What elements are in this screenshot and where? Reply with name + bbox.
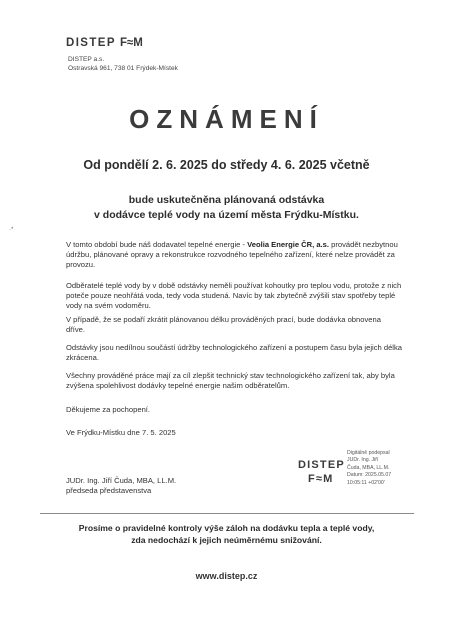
- notice-headline: [0, 193, 453, 223]
- paragraph-2: Odběratelé teplé vody by v době odstávky neměli používat kohoutky pro teplou vodu, protože z nich poteče pouze neohřátá voda, tedy voda studená. Navíc by tak zbytečně zvýšili stav spotřeby teplé vody na svém vodoměru.: [66, 281, 402, 310]
- stamp-logo-text: DISTEP: [298, 459, 345, 471]
- signatory-role: předseda představenstva: [66, 486, 152, 495]
- divider: [40, 513, 414, 514]
- website-link[interactable]: www.distep.cz: [195, 571, 258, 581]
- logo-text: DISTEP: [66, 37, 116, 49]
- paragraph-5: Všechny prováděné práce mají za cíl zlepšit technický stav technologického zařízení tak, aby byla zvýšena spolehlivost dodávky tepelné energie našim odběratelům.: [66, 371, 395, 390]
- paragraph-3: V případě, že se podaří zkrátit plánovanou délku prováděných prací, bude dodávka obnovena dříve.: [66, 315, 381, 334]
- company-name: DISTEP a.s.: [68, 56, 105, 63]
- logo-mark: F≈M: [119, 37, 143, 49]
- company-address: Ostravská 961, 738 01 Frýdek-Místek: [68, 65, 178, 72]
- digital-signature: Digitálně podepsal JUDr. Ing. Jiří Čuda, MBA, LL.M. Datum: 2025.05.07 10:05:11 +02'00': [347, 450, 392, 486]
- company-logo: [66, 37, 143, 49]
- headline-line-2: v dodávce teplé vody na území města Frýdku-Místku.: [94, 209, 359, 221]
- signatory: [66, 476, 176, 496]
- signatory-name: JUDr. Ing. Jiří Čuda, MBA, LL.M.: [66, 476, 177, 485]
- footer-note: Prosíme o pravidelné kontroly výše záloh na dodávku tepla a teplé vody, zda nedochází k jejich neúměrnému snižování.: [78, 523, 375, 545]
- headline-line-1: bude uskutečněna plánovaná odstávka: [128, 194, 325, 206]
- stamp-logo: [298, 458, 345, 486]
- stamp-logo-mark: F≈M: [308, 473, 334, 485]
- paragraph-6: Děkujeme za pochopení.: [66, 405, 151, 414]
- margin-mark: ·*: [9, 227, 14, 233]
- notice-title: OZNÁMENÍ: [129, 104, 324, 134]
- paragraph-4: Odstávky jsou nedílnou součástí údržby technologického zařízení a postupem času byla jejich délka zkrácena.: [66, 343, 403, 362]
- place-date: Ve Frýdku-Místku dne 7. 5. 2025: [66, 428, 176, 437]
- paragraph-1: V tomto období bude náš dodavatel tepelné energie - Veolia Energie ČR, a.s. provádět nezbytnou údržbu, plánované opravy a rekonstrukce rozvodného tepelného zařízení, které nelze provádět za provozu.: [66, 240, 398, 269]
- supplier-name: Veolia Energie ČR, a.s.: [247, 240, 330, 249]
- date-range: Od pondělí 2. 6. 2025 do středy 4. 6. 2025 včetně: [83, 158, 370, 172]
